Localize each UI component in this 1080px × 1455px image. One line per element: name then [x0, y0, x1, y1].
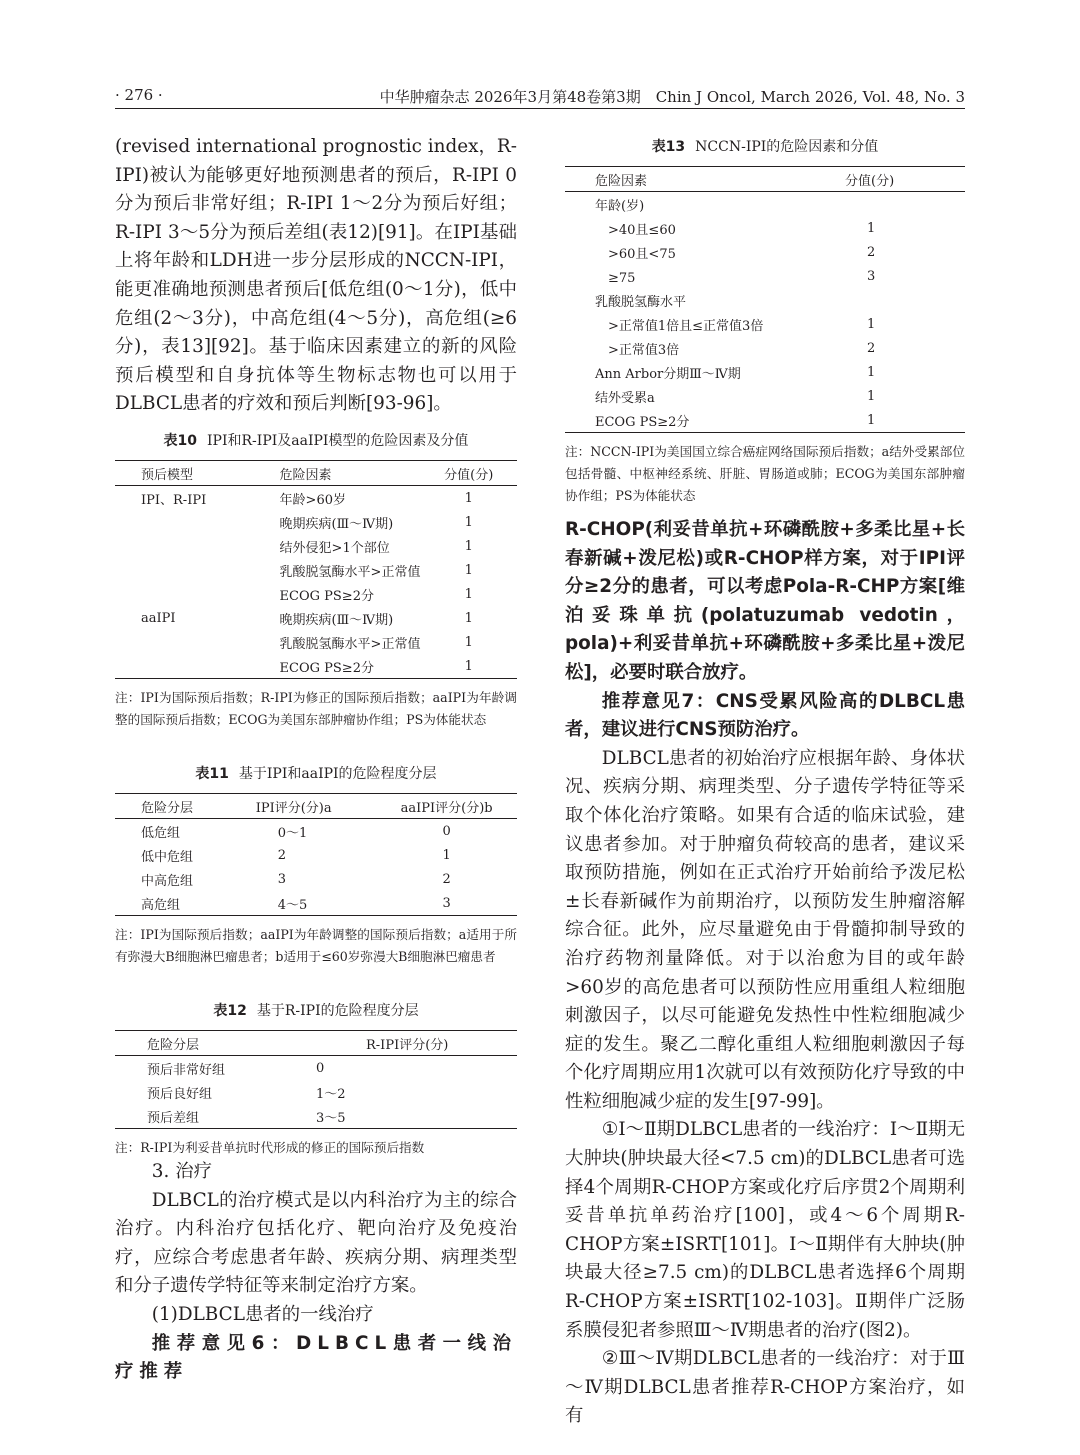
table-13-row-cell: [845, 192, 965, 217]
table-11-row-cell: 0～1: [277, 825, 308, 841]
table-13-row: [565, 408, 965, 433]
table-12-number: 表12: [213, 1003, 247, 1019]
table-10-row-cell: [115, 654, 228, 679]
table-11-header: 危险分层: [141, 800, 194, 816]
table-10: [115, 430, 517, 731]
recommendation-7: 推荐意见7：CNS受累风险高的DLBCL患者，建议进行CNS预防治疗。: [565, 690, 965, 741]
table-10-row-cell: 晚期疾病(Ⅲ～Ⅳ期): [279, 516, 394, 532]
table-10-row-cell: 乳酸脱氢酶水平>正常值: [279, 564, 421, 580]
table-12-row: [115, 1080, 517, 1104]
stage-3-4-paragraph: ②Ⅲ～Ⅳ期DLBCL患者的一线治疗：对于Ⅲ～Ⅳ期DLBCL患者推荐R-CHOP方案治疗，如有: [565, 1348, 965, 1427]
table-13-grid: [565, 166, 965, 433]
table-12-title: 基于R-IPI的危险程度分层: [256, 1003, 419, 1019]
table-13-title: NCCN-IPI的危险因素和分值: [695, 139, 879, 155]
table-10-row-cell: 1: [464, 586, 473, 602]
table-13-row-cell: 1: [867, 220, 876, 236]
table-10-row-cell: 1: [464, 514, 473, 530]
table-11-number: 表11: [195, 766, 229, 782]
table-13-row-cell: >正常值1倍且≤正常值3倍: [595, 318, 764, 334]
intro-paragraph: (revised international prognostic index，R-IPI)被认为能够更好地预测患者的预后，R-IPI 0分为预后非常好组；R-IPI 1～2分为预后好组；R-IPI 3～5分为预后差组(表12)[91]。在IPI基础上将年龄和LDH进一步分层形成的NCCN-IPI，能更准确地预测患者预后[低危组(0～1分)，低中危组(2～3分)，中高危组(4～5分)，高危组(≥6分)，表13][92]。基于临床因素建立的新的风险预后模型和自身抗体等生物标志物也可以用于DLBCL患者的疗效和预后判断[93-96]。: [115, 136, 517, 415]
left-bottom: [115, 1158, 517, 1387]
table-10-title: IPI和R-IPI及aaIPI模型的危险因素及分值: [207, 433, 469, 449]
table-12-grid: [115, 1030, 517, 1129]
recommendation-6-start: 推荐意见6：DLBCL患者一线治疗推荐: [115, 1332, 517, 1383]
table-10-row-cell: [115, 558, 228, 582]
treatment-paragraph: DLBCL的治疗模式是以内科治疗为主的综合治疗。内科治疗包括化疗、靶向治疗及免疫治疗，应综合考虑患者年龄、疾病分期、病理类型和分子遗传学特征等来制定治疗方案。: [115, 1189, 517, 1297]
table-11-row-cell: 低危组: [141, 825, 181, 841]
table-10-row-cell: 乳酸脱氢酶水平>正常值: [279, 636, 421, 652]
recommendation-6-cont: R-CHOP(利妥昔单抗+环磷酰胺+多柔比星+长春新碱+泼尼松)或R-CHOP样方案，对于IPI评分≥2分的患者，可以考虑Pola-R-CHP方案[维泊妥珠单抗(polatuzumab vedotin，pola)+利妥昔单抗+环磷酰胺+多柔比星+泼尼松]，必要时联合放疗。: [565, 519, 965, 683]
table-10-row-cell: 年龄>60岁: [279, 492, 346, 508]
table-10-caption: [115, 430, 517, 450]
table-11-row-cell: 0: [442, 823, 451, 839]
subsection-heading: (1)DLBCL患者的一线治疗: [151, 1303, 374, 1325]
table-13-row-cell: 3: [867, 268, 876, 284]
table-13-row-cell: 1: [867, 388, 876, 404]
table-12-row-cell: 0: [316, 1060, 325, 1076]
table-11-header: [256, 794, 377, 819]
table-10-row: [115, 558, 517, 582]
table-11-row-cell: 2: [277, 847, 286, 863]
table-13-row: [565, 192, 965, 217]
table-10-row-cell: ECOG PS≥2分: [279, 588, 374, 604]
table-13-row-cell: 2: [867, 244, 876, 260]
left-column: [115, 133, 517, 419]
table-10-header: 危险因素: [279, 467, 332, 483]
table-10-row-cell: 1: [464, 490, 473, 506]
table-10-row: [115, 630, 517, 654]
table-13-row-cell: 1: [867, 412, 876, 428]
table-10-row-cell: 1: [464, 562, 473, 578]
table-12-row-cell: 预后良好组: [147, 1086, 213, 1102]
table-13-row-cell: 1: [867, 364, 876, 380]
table-10-row-cell: [115, 582, 228, 606]
page-number: · 276 ·: [115, 86, 163, 104]
table-13-row: [565, 312, 965, 336]
table-12-row-cell: 预后差组: [147, 1110, 200, 1126]
table-12-row-cell: 预后非常好组: [147, 1062, 226, 1078]
table-13-row-cell: [845, 288, 965, 312]
table-10-grid: [115, 460, 517, 679]
table-13-row-cell: 乳酸脱氢酶水平: [595, 294, 687, 310]
table-12-header: R-IPI评分(分): [366, 1037, 449, 1053]
table-13: [565, 136, 965, 507]
table-10-row-cell: 1: [464, 610, 473, 626]
table-11-row: [115, 891, 517, 916]
table-10-header: 预后模型: [141, 467, 194, 483]
table-10-row-cell: [115, 630, 228, 654]
table-12-row: [115, 1056, 517, 1081]
table-11-header-text: IPI评分(分)a: [255, 800, 332, 816]
table-10-row-cell: 结外侵犯>1个部位: [279, 540, 390, 556]
table-13-row: [565, 216, 965, 240]
table-10-row-cell: 1: [464, 634, 473, 650]
table-11-row-cell: 低中危组: [141, 849, 194, 865]
table-10-row-cell: 1: [464, 538, 473, 554]
table-11-row-cell: 1: [442, 847, 451, 863]
initial-treatment-paragraph: DLBCL患者的初始治疗应根据年龄、身体状况、疾病分期、病理类型、分子遗传学特征等采取个体化治疗策略。如果有合适的临床试验，建议患者参加。对于肿瘤负荷较高的患者，建议采取预防措施，例如在正式治疗开始前给予泼尼松±长春新碱作为前期治疗，以预防发生肿瘤溶解综合征。此外，应尽量避免由于骨髓抑制导致的治疗药物剂量降低。对于以治愈为目的或年龄>60岁的高危患者可以预防性应用重组人粒细胞刺激因子，以尽可能避免发热性中性粒细胞减少症的发生。聚乙二醇化重组人粒细胞刺激因子每个化疗周期应用1次就可以有效预防化疗导致的中性粒细胞减少症的发生[97-99]。: [565, 747, 965, 1112]
journal-header: 中华肿瘤杂志 2026年3月第48卷第3期 Chin J Oncol, March 2026, Vol. 48, No. 3: [379, 88, 965, 106]
table-11-row-cell: 高危组: [141, 897, 181, 913]
table-10-row-cell: IPI、R-IPI: [141, 492, 207, 508]
table-11-grid: [115, 793, 517, 916]
table-10-row: [115, 582, 517, 606]
table-11-row-cell: 中高危组: [141, 873, 194, 889]
table-12-caption: [115, 1000, 517, 1020]
section-heading: 3. 治疗: [151, 1161, 212, 1182]
table-13-note: 注：NCCN-IPI为美国国立综合癌症网络国际预后指数；a结外受累部位包括骨髓、中枢神经系统、肝脏、胃肠道或肺；ECOG为美国东部肿瘤协作组；PS为体能状态: [565, 444, 965, 503]
table-10-row-cell: ECOG PS≥2分: [279, 660, 374, 676]
table-11-header-text: aaIPI评分(分)b: [400, 800, 493, 816]
table-13-row-cell: ECOG PS≥2分: [595, 414, 690, 430]
table-12: [115, 1000, 517, 1159]
table-13-row: [565, 336, 965, 360]
table-11-row-cell: 3: [277, 871, 286, 887]
table-10-note: 注：IPI为国际预后指数；R-IPI为修正的国际预后指数；aaIPI为年龄调整的国际预后指数；ECOG为美国东部肿瘤协作组；PS为体能状态: [115, 690, 517, 727]
table-11-title: 基于IPI和aaIPI的危险程度分层: [238, 766, 437, 782]
table-11-row-cell: 4～5: [277, 897, 308, 913]
table-10-row-cell: 1: [464, 658, 473, 674]
table-10-number: 表10: [163, 433, 198, 449]
table-10-row-cell: aaIPI: [141, 610, 176, 626]
table-13-row-cell: 结外受累a: [595, 390, 655, 406]
table-13-row-cell: 年龄(岁): [595, 198, 645, 214]
table-11-caption: [115, 763, 517, 783]
table-11-row-cell: 2: [442, 871, 451, 887]
table-13-row-cell: ≥75: [595, 270, 636, 286]
table-13-row-cell: >正常值3倍: [595, 342, 680, 358]
table-13-row: [565, 288, 965, 312]
table-13-row-cell: 2: [867, 340, 876, 356]
table-11: [115, 763, 517, 968]
table-10-row-cell: [115, 534, 228, 558]
table-13-row: [565, 360, 965, 384]
table-11-row: [115, 867, 517, 891]
table-12-note: 注：R-IPI为利妥昔单抗时代形成的修正的国际预后指数: [115, 1140, 425, 1155]
table-10-row: [115, 510, 517, 534]
table-12-header: 危险分层: [147, 1037, 200, 1053]
table-13-row: [565, 384, 965, 408]
table-10-row: [115, 606, 517, 630]
table-11-row-cell: 3: [442, 895, 451, 911]
table-13-row: [565, 240, 965, 264]
table-12-row: [115, 1104, 517, 1129]
table-13-row-cell: >60且<75: [595, 246, 676, 262]
table-10-row-cell: [115, 510, 228, 534]
right-column: [565, 516, 965, 1431]
table-10-row-cell: 晚期疾病(Ⅲ～Ⅳ期): [279, 612, 394, 628]
table-12-row-cell: 1～2: [316, 1086, 346, 1102]
table-13-row-cell: Ann Arbor分期Ⅲ～Ⅳ期: [595, 366, 741, 382]
table-13-number: 表13: [651, 139, 686, 155]
table-10-header: 分值(分): [444, 467, 494, 483]
table-10-row: [115, 534, 517, 558]
header-rule: [115, 108, 965, 109]
table-12-row-cell: 3～5: [316, 1110, 346, 1126]
table-10-row: [115, 654, 517, 679]
table-13-header: 分值(分): [845, 173, 895, 189]
stage-1-2-paragraph: ①Ⅰ～Ⅱ期DLBCL患者的一线治疗：Ⅰ～Ⅱ期无大肿块(肿块最大径<7.5 cm)的DLBCL患者可选择4个周期R-CHOP方案或化疗后序贯2个周期利妥昔单抗单药治疗[100]，或4～6个周期R-CHOP方案±ISRT[101]。Ⅰ～Ⅱ期伴有大肿块(肿块最大径≥7.5 cm)的DLBCL患者选择6个周期R-CHOP方案±ISRT[102-103]。Ⅱ期伴广泛肠系膜侵犯者参照Ⅲ～Ⅳ期患者的治疗(图2)。: [565, 1119, 965, 1341]
table-13-row: [565, 264, 965, 288]
table-13-header: 危险因素: [595, 173, 648, 189]
table-13-row-cell: 1: [867, 316, 876, 332]
table-10-row: [115, 486, 517, 511]
table-11-row: [115, 819, 517, 844]
table-11-row: [115, 843, 517, 867]
table-11-header: [376, 794, 517, 819]
table-13-row-cell: >40且≤60: [595, 222, 676, 238]
table-13-caption: [565, 136, 965, 156]
table-11-note: 注：IPI为国际预后指数；aaIPI为年龄调整的国际预后指数；a适用于所有弥漫大B细胞淋巴瘤患者；b适用于≤60岁弥漫大B细胞淋巴瘤患者: [115, 927, 517, 964]
